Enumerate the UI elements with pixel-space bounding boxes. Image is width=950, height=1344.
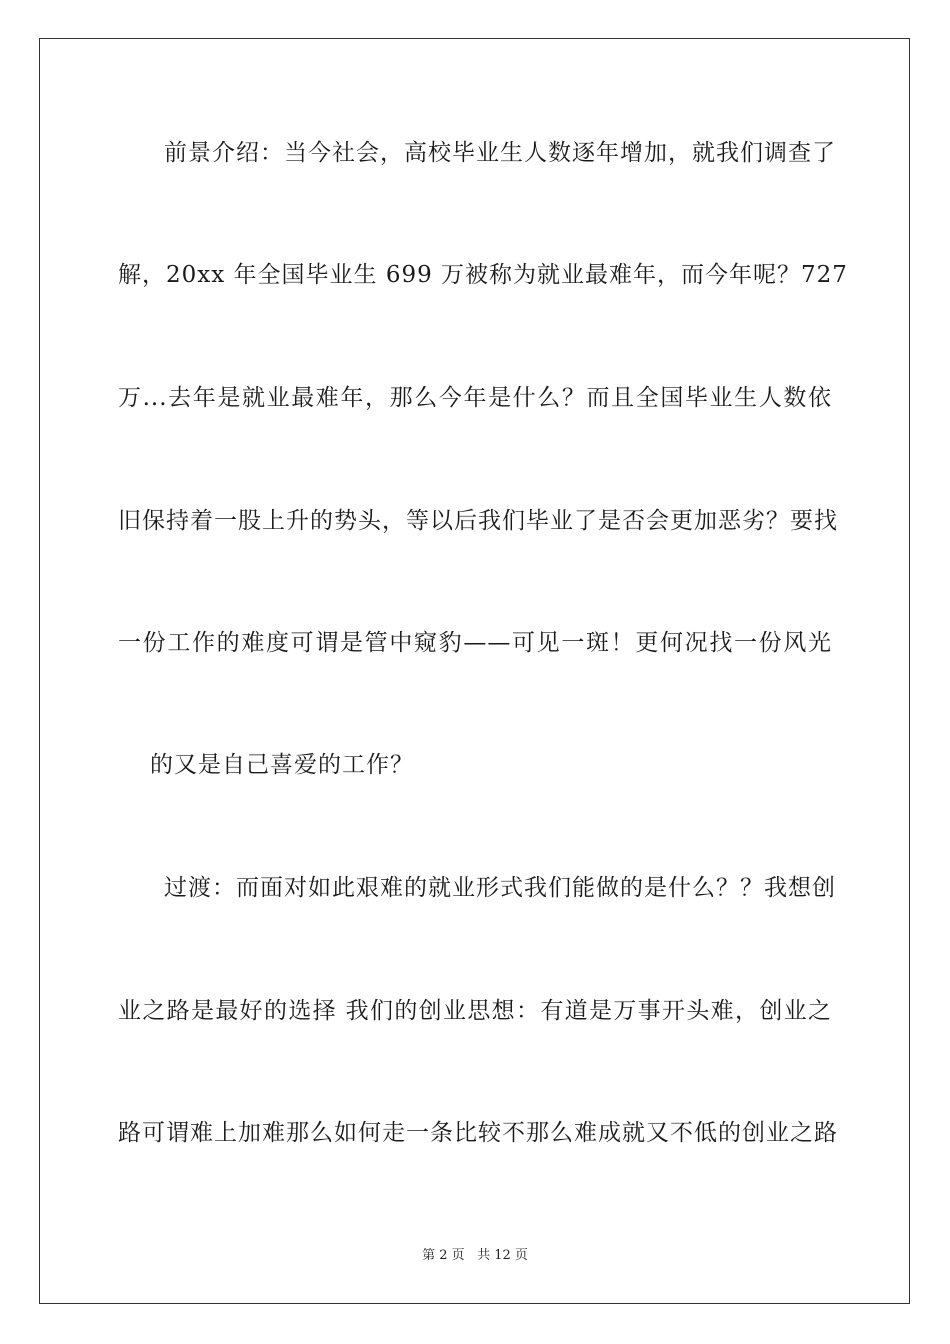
paragraph-line: 的又是自己喜爱的工作？ bbox=[150, 752, 414, 778]
page-border bbox=[39, 38, 910, 1304]
page-total: 共 12 页 bbox=[477, 1248, 528, 1263]
paragraph-line: 一份工作的难度可谓是管中窥豹——可见一斑！更何况找一份风光 bbox=[118, 630, 832, 656]
paragraph-line: 万...去年是就业最难年，那么今年是什么？而且全国毕业生人数依 bbox=[118, 385, 832, 411]
page-number: 第 2 页 bbox=[422, 1248, 465, 1263]
paragraph-line: 解，20xx 年全国毕业生 699 万被称为就业最难年，而今年呢？727 bbox=[118, 262, 848, 288]
paragraph-line: 过渡：而面对如此艰难的就业形式我们能做的是什么？？我想创 bbox=[164, 875, 836, 901]
page-footer bbox=[0, 1247, 950, 1265]
paragraph-line: 业之路是最好的选择 我们的创业思想：有道是万事开头难，创业之 bbox=[118, 998, 832, 1024]
paragraph-line: 前景介绍：当今社会，高校毕业生人数逐年增加，就我们调查了 bbox=[164, 140, 836, 166]
paragraph-line: 路可谓难上加难那么如何走一条比较不那么难成就又不低的创业之路 bbox=[118, 1120, 838, 1146]
paragraph-line: 旧保持着一股上升的势头，等以后我们毕业了是否会更加恶劣？要找 bbox=[118, 508, 838, 534]
